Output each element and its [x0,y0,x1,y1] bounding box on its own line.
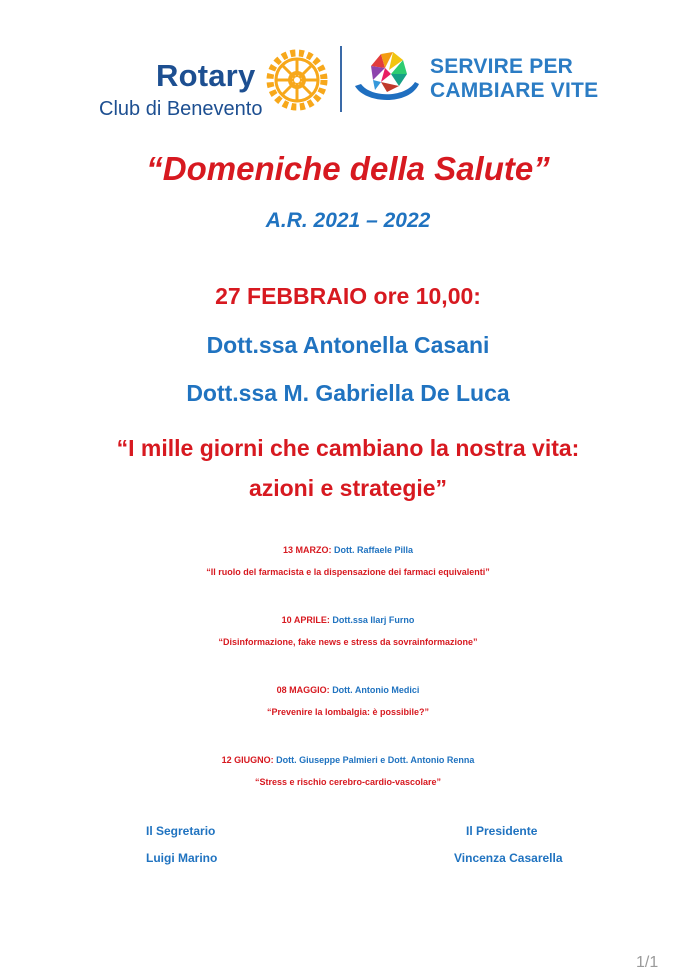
event-topic: “Stress e rischio cerebro-cardio-vascolare” [254,777,442,787]
event-speaker: Dott. Raffaele Pilla [334,545,414,555]
event-entry [0,755,696,787]
association-year: A.R. 2021 – 2022 [265,209,431,232]
rotary-wheel-icon [263,46,331,114]
theme-text [430,55,598,103]
theme-line-2: CAMBIARE VITE [430,79,599,102]
featured-speaker-2: Dott.ssa M. Gabriella De Luca [186,380,510,406]
talk-title-line-2: azioni e strategie” [248,475,448,501]
event-topic: “Prevenire la lombalgia: è possibile?” [266,707,430,717]
theme-line-1: SERVIRE PER [430,55,574,78]
theme-logo-icon [351,46,423,114]
president-name: Vincenza Casarella [454,851,563,865]
event-speaker: Dott. Giuseppe Palmieri e Dott. Antonio Renna [276,755,475,765]
event-entry [0,615,696,647]
talk-title-line-1: “I mille giorni che cambiano la nostra vita: [116,435,580,461]
club-name: Club di Benevento [99,98,263,120]
event-topic: “Disinformazione, fake news e stress da sovrainformazione” [218,637,478,647]
event-date: 08 MAGGIO: [276,685,330,695]
page-indicator: 1/1 [636,954,659,971]
logo-divider [340,46,342,112]
page-title: “Domeniche della Salute” [146,150,550,187]
event-date: 13 MARZO: [282,545,332,555]
event-date: 12 GIUGNO: [221,755,274,765]
secretary-name: Luigi Marino [146,851,218,865]
secretary-label: Il Segretario [146,824,216,838]
president-label: Il Presidente [466,824,538,838]
event-topic: “Il ruolo del farmacista e la dispensazione dei farmaci equivalenti” [206,567,490,577]
featured-talk-title [0,428,696,508]
event-entry [0,685,696,717]
event-speaker: Dott.ssa Ilarj Furno [332,615,415,625]
rotary-wordmark: Rotary [156,58,256,93]
featured-date: 27 FEBBRAIO ore 10,00: [215,283,481,309]
event-entry [0,545,696,577]
event-date: 10 APRILE: [281,615,330,625]
featured-speaker-1: Dott.ssa Antonella Casani [206,332,490,358]
event-speaker: Dott. Antonio Medici [332,685,420,695]
